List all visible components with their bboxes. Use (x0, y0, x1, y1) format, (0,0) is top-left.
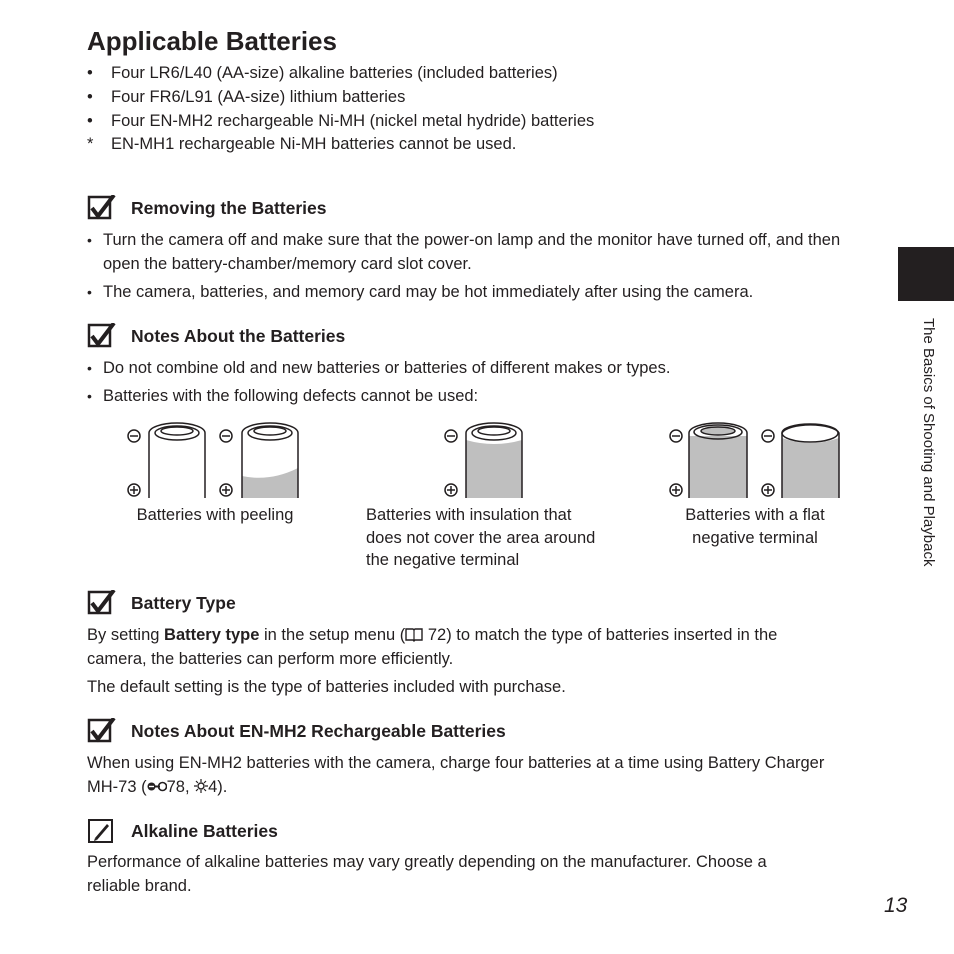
note-check-icon (87, 195, 117, 221)
pencil-note-icon (87, 818, 117, 844)
battery-peeling-2 (220, 423, 298, 498)
reference-section-icon (147, 780, 167, 793)
note-check-icon (87, 323, 117, 349)
battery-insulation (445, 423, 522, 498)
battery-type-default: The default setting is the type of batteries included with purchase. (87, 678, 566, 696)
caption-flat: Batteries with a flat negative terminal (685, 506, 825, 547)
caption-insulation: Batteries with insulation that does not cover the area around the negative terminal (366, 506, 596, 569)
alkaline-paragraph: Performance of alkaline batteries may vary greatly depending on the manufacturer. Choose a reliable brand. (87, 853, 767, 895)
section-tab-marker (898, 247, 954, 301)
technical-notes-icon (194, 779, 208, 794)
note-check-icon (87, 590, 117, 616)
note-check-icon (87, 718, 117, 744)
battery-flat-1 (670, 423, 747, 498)
defective-batteries-illustration (120, 418, 850, 502)
page-number: 13 (884, 894, 908, 917)
section-tab-label: The Basics of Shooting and Playback (920, 318, 937, 567)
battery-type-paragraph: By setting Battery type in the setup menu ( 72) to match the type of batteries inserted in the camera, the batteries can perform more efficiently. (87, 626, 778, 668)
book-reference-icon (405, 627, 423, 642)
battery-flat-2 (762, 424, 839, 498)
caption-peeling: Batteries with peeling (136, 506, 294, 524)
battery-peeling-1 (128, 423, 205, 498)
enmh2-paragraph: When using EN-MH2 batteries with the camera, charge four batteries at a time using Battery Charger MH-73 ( 78, 4). (87, 754, 825, 796)
page-title: Applicable Batteries (87, 26, 337, 56)
